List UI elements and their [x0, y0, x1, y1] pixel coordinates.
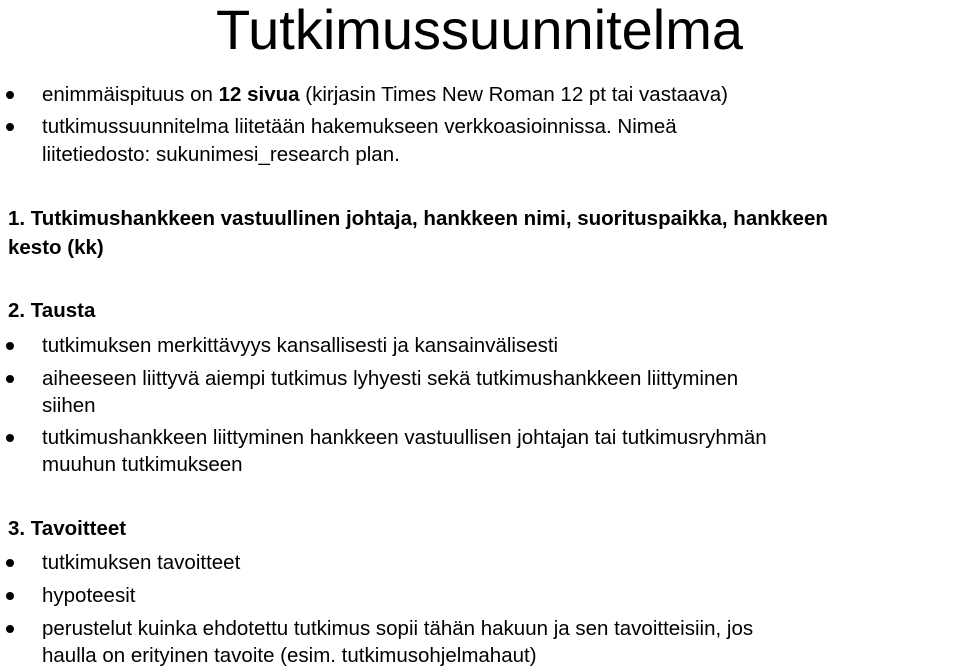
significance-text: tutkimuksen merkittävyys kansallisesti ja kansainvälisesti — [42, 334, 559, 357]
bullet-dot — [6, 342, 14, 350]
section-1-heading-line-2: kesto (kk) — [8, 236, 104, 259]
slide-title: Tutkimussuunnitelma — [215, 0, 744, 61]
hypotheses-text: hypoteesit — [42, 584, 136, 607]
page-limit-prefix: enimmäispituus on — [42, 83, 219, 106]
justification-line-1: perustelut kuinka ehdotettu tutkimus sopii tähän hakuun ja sen tavoitteisiin, jos — [42, 617, 754, 640]
section-2-heading: 2. Tausta — [8, 299, 96, 322]
attachment-line-2: liitetiedosto: sukunimesi_research plan. — [42, 143, 400, 166]
prior-research-line-1: aiheeseen liittyvä aiempi tutkimus lyhyesti sekä tutkimushankkeen liittyminen — [42, 367, 739, 390]
bullet-dot — [6, 592, 14, 600]
connection-line-1: tutkimushankkeen liittyminen hankkeen vastuullisen johtajan tai tutkimusryhmän — [42, 426, 767, 449]
page-limit-value: 12 sivua — [218, 83, 300, 106]
prior-research-line-2: siihen — [42, 394, 96, 417]
section-1-heading-line-1: 1. Tutkimushankkeen vastuullinen johtaja, hankkeen nimi, suorituspaikka, hankkeen — [8, 207, 828, 230]
bullet-dot — [6, 91, 14, 99]
bullet-dot — [6, 625, 14, 633]
connection-line-2: muuhun tutkimukseen — [42, 453, 243, 476]
page-limit-suffix: (kirjasin Times New Roman 12 pt tai vastaava) — [299, 83, 728, 106]
justification-line-2: haulla on erityinen tavoite (esim. tutkimusohjelmahaut) — [42, 644, 537, 667]
intro-bullet-page-limit-text — [42, 80, 947, 109]
bullet-dot — [6, 123, 14, 131]
bullet-dot — [6, 375, 14, 383]
attachment-line-1: tutkimussuunnitelma liitetään hakemukseen verkkoasioinnissa. Nimeä — [42, 115, 677, 138]
bullet-dot — [6, 559, 14, 567]
section-3-heading: 3. Tavoitteet — [8, 517, 127, 540]
bullet-dot — [6, 434, 14, 442]
goals-text: tutkimuksen tavoitteet — [42, 551, 241, 574]
